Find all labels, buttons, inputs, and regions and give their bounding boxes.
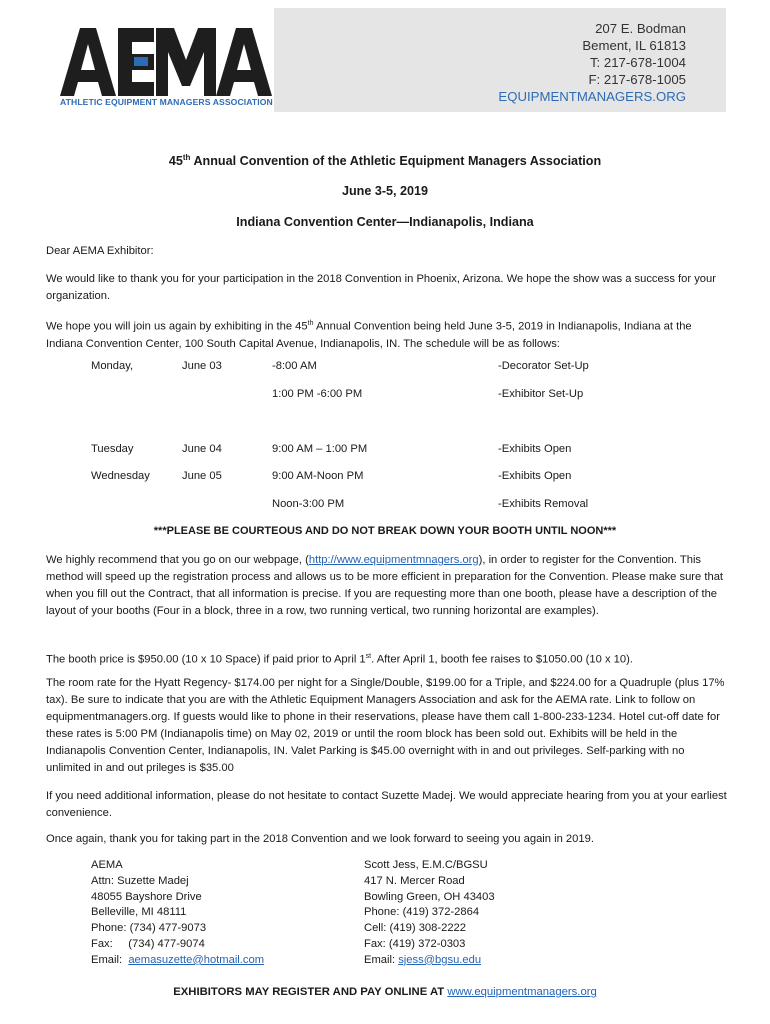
schedule-day: Wednesday <box>91 470 150 482</box>
address-line: 207 E. Bodman <box>595 21 686 36</box>
schedule-time: -8:00 AM <box>272 360 317 372</box>
schedule-day: Monday, <box>91 360 134 372</box>
schedule-activity: -Decorator Set-Up <box>498 360 589 372</box>
schedule-activity: -Exhibits Removal <box>498 498 589 510</box>
schedule-date: June 04 <box>182 443 222 455</box>
contact-line: Cell: (419) 308-2222 <box>364 922 466 935</box>
schedule-date: June 05 <box>182 470 222 482</box>
logo-caption: ATHLETIC EQUIPMENT MANAGERS ASSOCIATION <box>60 97 273 107</box>
schedule-row <box>0 388 770 405</box>
paragraph-invitation <box>46 315 730 353</box>
email-link[interactable]: aemasuzette@hotmail.com <box>128 953 265 966</box>
contact-line: Phone: (734) 477-9073 <box>91 922 207 935</box>
schedule-time: 9:00 AM – 1:00 PM <box>272 443 368 455</box>
paragraph-booth-price <box>46 648 730 669</box>
schedule-time: 1:00 PM -6:00 PM <box>272 388 363 400</box>
document-title <box>0 153 770 168</box>
contact-email-row <box>91 953 264 969</box>
email-label: Email: <box>91 953 129 966</box>
fax-line: F: 217-678-1005 <box>588 72 686 87</box>
title-ordinal-suffix: th <box>182 153 191 162</box>
address-line: Bement, IL 61813 <box>582 38 686 53</box>
schedule-time: Noon-3:00 PM <box>272 498 345 510</box>
contact-line: Belleville, MI 48111 <box>91 906 187 919</box>
schedule-row <box>0 470 770 487</box>
para2-text-a: We hope you will join us again by exhibiting in the 45 <box>46 320 308 333</box>
para4-sup: st <box>365 653 372 660</box>
schedule-date: June 03 <box>182 360 222 372</box>
footer-register-online <box>0 986 770 998</box>
contact-block-aema <box>91 858 264 969</box>
webpage-link[interactable]: http://www.equipmentmnagers.org <box>308 554 479 566</box>
contact-email-row <box>364 953 495 969</box>
schedule-day: Tuesday <box>91 443 134 455</box>
paragraph-thanks: We would like to thank you for your participation in the 2018 Convention in Phoenix, Arizona. We hope the show was a success for your organization. <box>46 273 716 302</box>
contact-line: AEMA <box>91 859 123 871</box>
aema-logo-graphic <box>56 26 276 98</box>
document-venue: Indiana Convention Center—Indianapolis, Indiana <box>236 215 534 229</box>
contact-block-bgsu <box>364 858 495 969</box>
email-label: Email: <box>364 953 399 966</box>
schedule-time: 9:00 AM-Noon PM <box>272 470 364 482</box>
footer-text: EXHIBITORS MAY REGISTER AND PAY ONLINE AT <box>173 986 448 998</box>
paragraph-hotel: The room rate for the Hyatt Regency- $174.00 per night for a Single/Double, $199.00 for a Triple, and $224.00 for a Quadruple (plus 17% tax). Be sure to indicate that you are with the Athletic Equipment Managers Association and ask for the AEMA rate. Link to follow on equipmentmanagers.org. If guests would like to phone in their reservations, please have them call 1-800-233-1234. Hotel cut-off date for these rates is 5:00 PM (Indianapolis time) on May 02, 2019 or until the room block has been sold out. Exhibits will be held in the Indianapolis Convention Center, Indianapolis, IN. Valet Parking is $45.00 overnight with in and out privileges. Self-parking with no unlimited in and out prileges is $35.00 <box>46 677 725 774</box>
schedule-row <box>0 498 770 515</box>
para3-text-a: We highly recommend that you go on our webpage, ( <box>46 554 309 566</box>
paragraph-register <box>46 552 730 620</box>
para4-text-a: The booth price is $950.00 (10 x 10 Space) if paid prior to April 1 <box>46 653 366 666</box>
salutation: Dear AEMA Exhibitor: <box>46 245 154 257</box>
paragraph-contact: If you need additional information, please do not hesitate to contact Suzette Madej. We would appreciate hearing from you at your earliest convenience. <box>46 790 727 819</box>
letterhead-address <box>498 20 686 105</box>
contact-line: Fax: (734) 477-9074 <box>91 937 205 950</box>
booth-notice: ***PLEASE BE COURTEOUS AND DO NOT BREAK DOWN YOUR BOOTH UNTIL NOON*** <box>153 525 617 537</box>
para4-text-b: . After April 1, booth fee raises to $1050.00 (10 x 10). <box>371 653 633 666</box>
email-link[interactable]: sjess@bgsu.edu <box>398 953 482 966</box>
contact-line: Phone: (419) 372-2864 <box>364 906 480 919</box>
letterhead-website[interactable]: EQUIPMENTMANAGERS.ORG <box>498 89 686 104</box>
contact-line: 417 N. Mercer Road <box>364 874 465 887</box>
para3-text-b: ), in order to register for the Convention. This method will speed up the registration process and allows us to be more efficient in preparation for the Convention. Please make sure that when you fill out the Contract, that all information is precise. If you are requesting more than one booth, please have a description of the layout of your booths (Four in a block, three in a row, two running vertical, two running horizontal are examples). <box>46 554 724 617</box>
contact-line: 48055 Bayshore Drive <box>91 890 202 903</box>
para2-text-b: Annual Convention being held June 3-5, 2019 in Indianapolis, Indiana at the Indiana Convention Center, 100 South Capital Avenue, Indianapolis, IN. The schedule will be as follows: <box>46 320 692 350</box>
schedule-row <box>0 443 770 460</box>
title-ordinal: 45 <box>168 154 183 169</box>
schedule-row <box>0 360 770 377</box>
contact-line: Scott Jess, E.M.C/BGSU <box>364 859 488 871</box>
schedule-activity: -Exhibits Open <box>498 470 572 482</box>
contact-line: Attn: Suzette Madej <box>91 874 189 887</box>
paragraph-closing: Once again, thank you for taking part in the 2018 Convention and we look forward to seeing you again in 2019. <box>46 833 594 845</box>
schedule-activity: -Exhibitor Set-Up <box>498 388 584 400</box>
phone-line: T: 217-678-1004 <box>589 55 686 70</box>
document-dates: June 3-5, 2019 <box>341 184 429 198</box>
contact-line: Fax: (419) 372-0303 <box>364 937 466 950</box>
para2-sup: th <box>307 320 314 327</box>
schedule-activity: -Exhibits Open <box>498 443 572 455</box>
title-rest: Annual Convention of the Athletic Equipment Managers Association <box>190 154 602 169</box>
contact-line: Bowling Green, OH 43403 <box>364 890 495 903</box>
footer-link[interactable]: www.equipmentmanagers.org <box>447 986 597 998</box>
